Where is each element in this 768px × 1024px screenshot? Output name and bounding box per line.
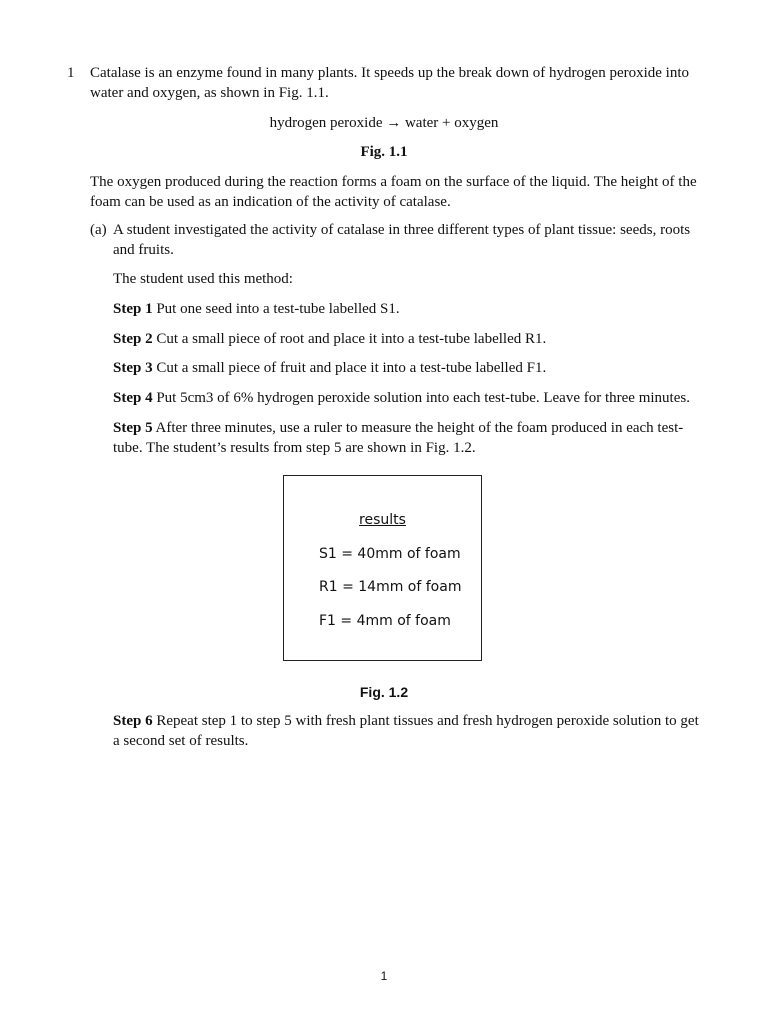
page-number: 1 bbox=[380, 969, 388, 983]
step-3 bbox=[113, 358, 703, 378]
step-text: Repeat step 1 to step 5 with fresh plant tissues and fresh hydrogen peroxide solution to get a second set of results. bbox=[113, 713, 699, 749]
foam-paragraph: The oxygen produced during the reaction forms a foam on the surface of the liquid. The height of the foam can be used as an indication of the activity of catalase. bbox=[90, 174, 697, 210]
step-text: Put 5cm3 of 6% hydrogen peroxide solution into each test-tube. Leave for three minutes. bbox=[156, 390, 690, 406]
step-label: Step 3 bbox=[113, 360, 153, 376]
step-label: Step 2 bbox=[113, 331, 153, 347]
step-text: Cut a small piece of fruit and place it into a test-tube labelled F1. bbox=[156, 360, 547, 376]
question-number: 1 bbox=[67, 65, 75, 81]
step-4 bbox=[113, 388, 703, 408]
step-label: Step 6 bbox=[113, 713, 153, 729]
step-5 bbox=[113, 418, 703, 458]
part-a-text: A student investigated the activity of catalase in three different types of plant tissue: seeds, roots and fruits. bbox=[113, 222, 691, 258]
result-line-s1: S1 = 40mm of foam bbox=[319, 546, 461, 562]
method-intro: The student used this method: bbox=[113, 271, 293, 287]
fig-1-1-caption: Fig. 1.1 bbox=[360, 144, 408, 160]
step-label: Step 4 bbox=[113, 390, 153, 406]
reaction-equation: hydrogen peroxide → water + oxygen bbox=[269, 115, 499, 131]
result-line-f1: F1 = 4mm of foam bbox=[319, 613, 451, 629]
step-label: Step 5 bbox=[113, 420, 153, 436]
step-6 bbox=[113, 711, 703, 751]
step-text: After three minutes, use a ruler to measure the height of the foam produced in each test-tube. The student’s results from step 5 are shown in Fig. 1.2. bbox=[113, 420, 684, 456]
step-label: Step 1 bbox=[113, 301, 153, 317]
fig-1-2-caption: Fig. 1.2 bbox=[359, 684, 409, 700]
step-1 bbox=[113, 299, 703, 319]
step-2 bbox=[113, 329, 703, 349]
result-line-r1: R1 = 14mm of foam bbox=[319, 579, 462, 595]
intro-paragraph: Catalase is an enzyme found in many plants. It speeds up the break down of hydrogen peroxide into water and oxygen, as shown in Fig. 1.1. bbox=[90, 65, 690, 101]
part-a-label: (a) bbox=[90, 222, 107, 238]
results-title: results bbox=[359, 512, 406, 528]
results-box bbox=[283, 475, 482, 661]
step-text: Put one seed into a test-tube labelled S1. bbox=[156, 301, 400, 317]
step-text: Cut a small piece of root and place it into a test-tube labelled R1. bbox=[156, 331, 547, 347]
